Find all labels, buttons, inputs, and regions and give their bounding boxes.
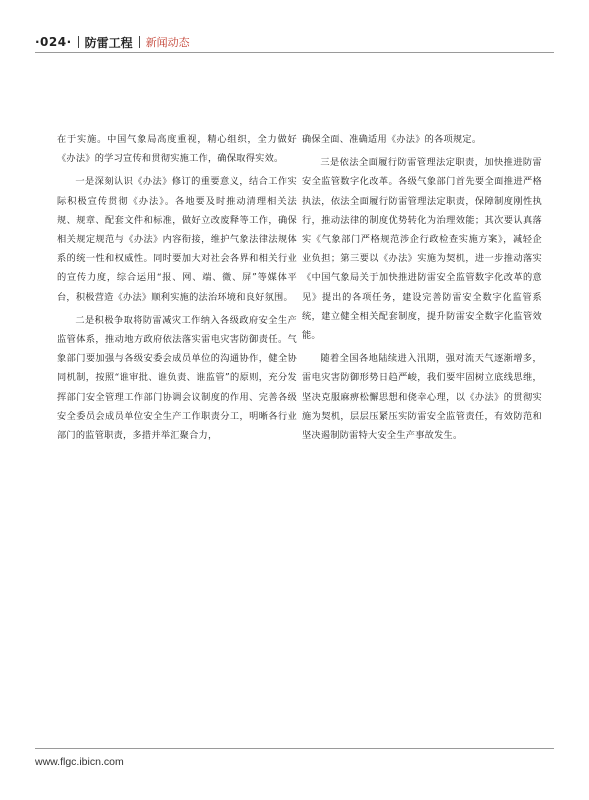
header-rule (35, 52, 554, 53)
section-label: 新闻动态 (145, 36, 190, 49)
footer-rule (35, 748, 554, 749)
paragraph: 在于实施。中国气象局高度重视，精心组织，全力做好《办法》的学习宣传和贯彻实施工作，确保取得实效。 (57, 134, 297, 165)
header-divider (78, 36, 79, 48)
page-number: ·024· (35, 35, 72, 49)
paragraph: 三是依法全面履行防雷管理法定职责，加快推进防雷安全监管数字化改革。各级气象部门首先要全面推进严格执法，依法全面履行防雷管理法定职责，保障制度刚性执行，推动法律的制度优势转化为治理效能；其次要认真落实《气象部门严格规范涉企行政检查实施方案》，减轻企业负担；第三要以《办法》实施为契机，进一步推动落实《中国气象局关于加快推进防雷安全监管数字化改革的意见》提出的各项任务，建设完善防雷安全数字化监管系统，建立健全相关配套制度，提升防雷安全数字化监管效能。 (302, 157, 542, 342)
journal-title: 防雷工程 (84, 35, 133, 50)
footer-url-link[interactable]: www.flgc.ibicn.com (35, 756, 124, 768)
header-divider (139, 36, 140, 48)
page-header (35, 33, 190, 51)
paragraph: 一是深刻认识《办法》修订的重要意义，结合工作实际积极宣传贯彻《办法》。各地要及时推动清理相关法规、规章、配套文件和标准，做好立改废释等工作，确保相关规定规范与《办法》内容衔接，维护气象法律法规体系的统一性和权威性。同时要加大对社会各界和相关行业的宣传力度，综合运用“报、网、端、微、屏”等媒体平台，积极营造《办法》顺利实施的法治环境和良好氛围。 (57, 176, 297, 303)
paragraph: 确保全面、准确适用《办法》的各项规定。 (302, 134, 482, 145)
paragraph: 随着全国各地陆续进入汛期，强对流天气逐渐增多，雷电灾害防御形势日趋严峻，我们要牢固树立底线思维，坚决克服麻痹松懈思想和侥幸心理，以《办法》的贯彻实施为契机，层层压紧压实防雷安全监管责任，有效防范和坚决遏制防雷特大安全生产事故发生。 (302, 353, 542, 442)
right-column (302, 130, 542, 449)
paragraph: 二是积极争取将防雷减灾工作纳入各级政府安全生产监管体系，推动地方政府依法落实雷电灾害防御责任。气象部门要加强与各级安委会成员单位的沟通协作，健全协同机制，按照“谁审批、谁负责、谁监管”的原则，充分发挥部门安全管理工作部门协调会议制度的作用、完善各级安全委员会成员单位安全生产工作职责分工，明晰各行业部门的监管职责，多措并举汇聚合力， (57, 314, 297, 442)
left-column (57, 130, 297, 449)
